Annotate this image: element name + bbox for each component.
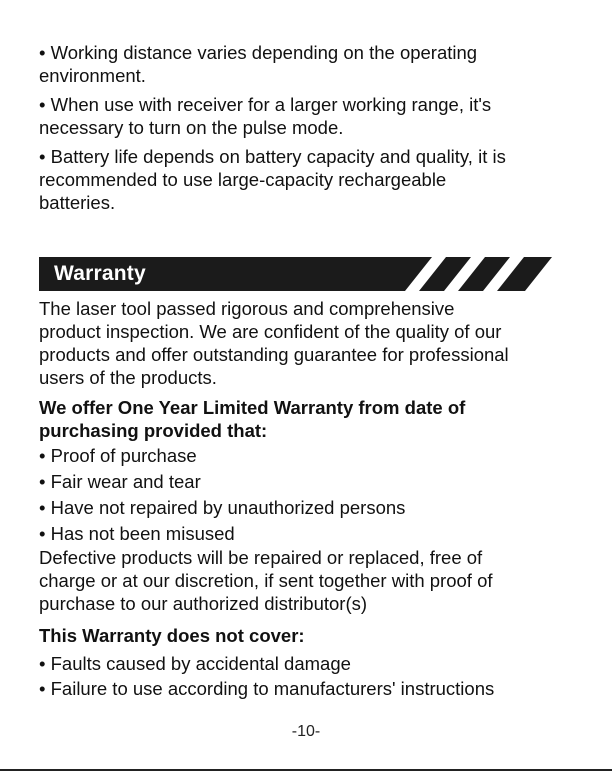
text-line: purchasing provided that: — [39, 420, 268, 441]
text-line: product inspection. We are confident of the quality of our — [39, 321, 502, 342]
warranty-intro — [39, 297, 579, 389]
text-line: batteries. — [39, 192, 116, 213]
warranty-exclusions-list — [39, 652, 579, 700]
text-line: users of the products. — [39, 367, 217, 388]
bottom-divider — [0, 769, 612, 771]
warranty-defective-products — [39, 546, 579, 615]
warranty-banner — [39, 257, 552, 291]
warranty-title: Warranty — [54, 262, 146, 285]
text-line: • When use with receiver for a larger working range, it's — [39, 94, 492, 115]
text-line: Defective products will be repaired or replaced, free of — [39, 547, 483, 568]
text-line: • Battery life depends on battery capacity and quality, it is — [39, 146, 506, 167]
list-item: • Faults caused by accidental damage — [39, 653, 351, 674]
text-line: purchase to our authorized distributor(s) — [39, 593, 368, 614]
text-line: charge or at our discretion, if sent together with proof of — [39, 570, 493, 591]
list-item: • Fair wear and tear — [39, 471, 201, 492]
note-battery-life — [39, 145, 579, 214]
text-line: The laser tool passed rigorous and comprehensive — [39, 298, 455, 319]
warranty-exclusions-heading — [39, 624, 579, 647]
text-line: necessary to turn on the pulse mode. — [39, 117, 344, 138]
text-line: We offer One Year Limited Warranty from date of — [39, 397, 466, 418]
note-pulse-mode — [39, 93, 579, 139]
text-line: This Warranty does not cover: — [39, 625, 305, 646]
list-item: • Has not been misused — [39, 523, 235, 544]
text-line: • Working distance varies depending on the operating — [39, 42, 478, 63]
note-working-distance — [39, 41, 579, 87]
warranty-conditions-list — [39, 444, 579, 545]
text-line: recommended to use large-capacity rechargeable — [39, 169, 447, 190]
list-item: • Have not repaired by unauthorized persons — [39, 497, 406, 518]
list-item: • Proof of purchase — [39, 445, 197, 466]
warranty-offer-heading — [39, 396, 579, 442]
page-number: -10- — [291, 723, 321, 740]
text-line: environment. — [39, 65, 146, 86]
text-line: products and offer outstanding guarantee for professional — [39, 344, 509, 365]
list-item: • Failure to use according to manufacturers' instructions — [39, 678, 495, 699]
